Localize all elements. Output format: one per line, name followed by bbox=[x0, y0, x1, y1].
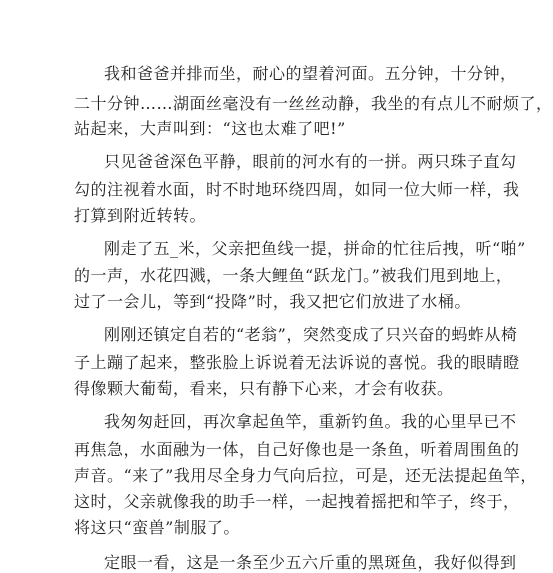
paragraph-line: 子上蹦了起来，整张脸上诉说着无法诉说的喜悦。我的眼睛瞪 bbox=[74, 353, 520, 372]
paragraph-line: 声音。“来了”我用尽全身力气向后拉，可是，还无法提起鱼竿， bbox=[74, 466, 537, 485]
paragraph-line: 二十分钟……湖面丝毫没有一丝丝动静，我坐的有点儿不耐烦了， bbox=[74, 94, 553, 113]
paragraph-line: 定眼一看，这是一条至少五六斤重的黑斑鱼，我好似得到 bbox=[104, 553, 517, 572]
paragraph-line: 这时，父亲就像我的助手一样，一起拽着摇把和竿子，终于， bbox=[74, 492, 520, 511]
paragraph-line: 打算到附近转转。 bbox=[74, 206, 207, 225]
paragraph-line: 过了一会儿，等到“投降”时，我又把它们放进了水桶。 bbox=[74, 292, 471, 311]
paragraph-line: 站起来，大声叫到：“这也太难了吧!” bbox=[74, 119, 346, 138]
paragraph-line: 刚走了五_米，父亲把鱼线一提，拼命的忙往后拽，听“啪” bbox=[104, 239, 526, 258]
paragraph-line: 勾的注视着水面，时不时地环绕四周，如同一位大师一样，我 bbox=[74, 180, 520, 199]
paragraph-line: 刚刚还镇定自若的“老翁”，突然变成了只兴奋的蚂蚱从椅 bbox=[104, 325, 518, 344]
paragraph-line: 我和爸爸并排而坐，耐心的望着河面。五分钟，十分钟， bbox=[104, 64, 517, 83]
paragraph-line: 只见爸爸深色平静，眼前的河水有的一拼。两只珠子直勾 bbox=[104, 152, 517, 171]
paragraph-line: 将这只“蛮兽”制服了。 bbox=[74, 518, 240, 537]
paragraph-line: 再焦急，水面融为一体，自己好像也是一条鱼，听着周围鱼的 bbox=[74, 440, 520, 459]
paragraph-line: 的一声，水花四溅，一条大鲤鱼“跃龙门。”被我们甩到地上， bbox=[74, 266, 513, 285]
paragraph-line: 我匆匆赶回，再次拿起鱼竿，重新钓鱼。我的心里早已不 bbox=[104, 412, 517, 431]
paragraph-line: 得像颗大葡萄，看来，只有静下心来，才会有收获。 bbox=[74, 379, 454, 398]
